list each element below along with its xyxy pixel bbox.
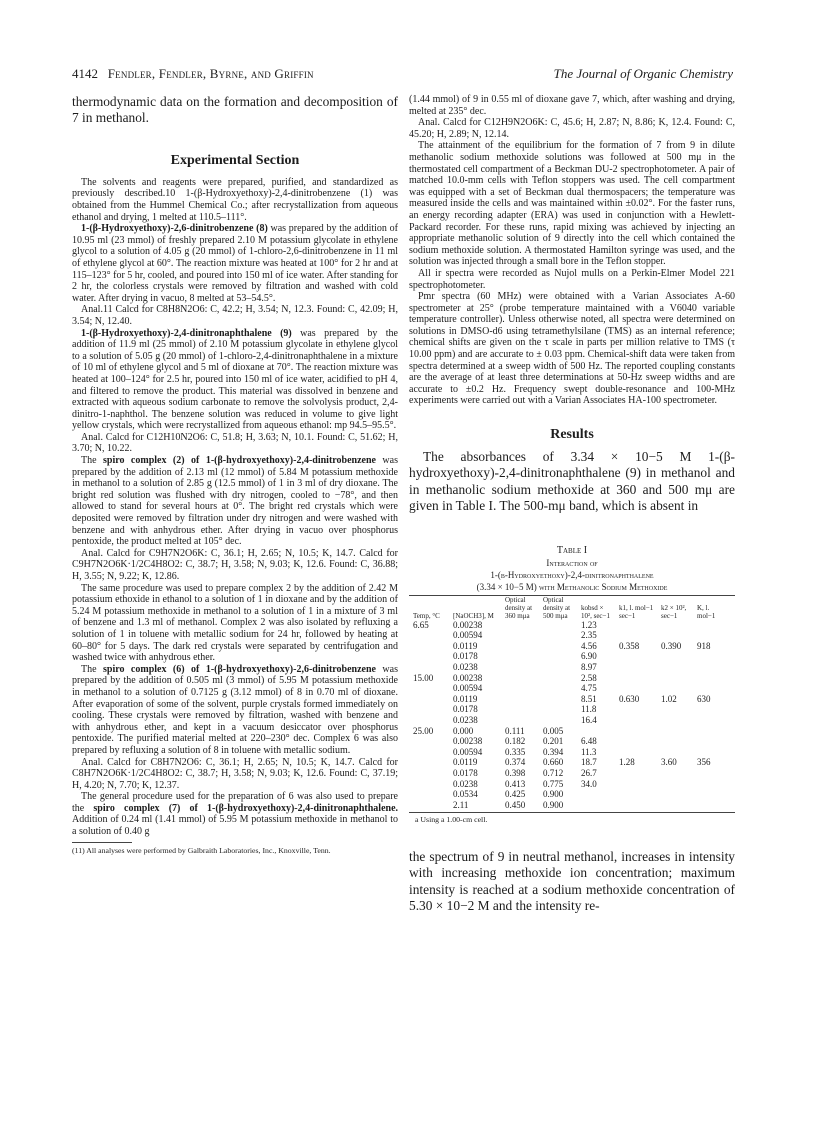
table-body <box>411 620 729 811</box>
table-cell <box>503 662 541 673</box>
table-row <box>411 736 729 747</box>
column-header: [NaOCH3], M <box>453 611 494 620</box>
table-cell: 26.7 <box>581 767 597 778</box>
intro-paragraph: thermodynamic data on the formation and decomposition of 7 in methanol. <box>72 94 398 126</box>
section-title-experimental: Experimental Section <box>170 152 300 168</box>
table-cell <box>695 715 729 726</box>
paragraph <box>72 455 398 548</box>
table-cell: 18.7 <box>581 757 597 768</box>
table-cell <box>617 715 659 726</box>
table-cell: 25.00 <box>413 725 434 736</box>
table-cell: 0.0119 <box>453 693 478 704</box>
table-cell: 34.0 <box>581 778 597 789</box>
table-cell <box>695 768 729 779</box>
paragraph-text: was prepared by the addition of 2.13 ml (12 mmol) of 5.84 M potassium methoxide in methanol to a solution of 2.85 g (12.5 mmol) of 1 in 3 ml of dry dioxane. The bright red solution was flushed with dry nitrogen, cooled to −78°, and then allowed to stand for several hours at 0°. The bright red crystals which were deposited were removed by filtration under dry nitrogen and were washed with benzene and with anhydrous ether. After drying in vacuo over phosphorus pentoxide, the product melted at 105° dec. <box>72 455 398 548</box>
section-title-results: Results <box>550 427 594 443</box>
paragraph <box>72 791 398 837</box>
table-cell: 6.90 <box>581 651 597 662</box>
table-cell <box>503 673 541 684</box>
paragraph: The same procedure was used to prepare complex 2 by the addition of 2.42 M potassium ethoxide in ethanol to a solution of 1 in dioxane and by the addition of 5.24 M potassium methoxide in methanol to a solution of 1 in a mixture of 3 ml of benzene and 1.3 ml of methanol. Complex 2 was also isolated by refluxing a solution of 1 in toluene with metallic sodium for 24 hr, followed by heating at 60–80° for 5 days. The dark red crystals were separated by centrifugation and washed twice with anhydrous ether. <box>72 582 398 664</box>
table-cell <box>695 651 729 662</box>
table-cell <box>579 726 617 737</box>
table-cell: 1.23 <box>581 619 597 630</box>
table-cell: 2.58 <box>581 672 597 683</box>
table-cell <box>659 620 695 631</box>
table-cell <box>617 736 659 747</box>
table-i <box>409 545 735 825</box>
table-cell <box>411 651 451 662</box>
table-cell: 0.335 <box>505 746 526 757</box>
table-cell: 0.000 <box>453 725 474 736</box>
table-cell <box>695 673 729 684</box>
column-header: kobsd × 10², sec−1 <box>581 603 610 620</box>
table-cell <box>411 800 451 811</box>
table-cell <box>659 768 695 779</box>
table-cell <box>579 789 617 800</box>
table-cell <box>503 620 541 631</box>
table-cell <box>411 630 451 641</box>
table-cell: 6.48 <box>581 736 597 747</box>
analysis-line: Anal. Calcd for C12H10N2O6: C, 51.8; H, 3.63; N, 10.1. Found: C, 51.62; H, 3.70; N, 10.22. <box>72 431 398 455</box>
table-cell: 0.900 <box>543 789 564 800</box>
paragraph: Pmr spectra (60 MHz) were obtained with a Varian Associates A-60 spectrometer at 25° (probe temperature maintained with a V6040 variable temperature controller). Unless otherwise noted, all spectra were determined on solutions in DMSO-d6 using tetramethylsilane (TMS) as an internal reference; chemical shifts are given on the τ scale in parts per million relative to TMS (τ 10.00 ppm) and are accurate to ± 0.03 ppm. Chemical-shift data were taken from spectra determined at a sweep width of 500 Hz. The reported coupling constants are the average of at least three determinations at 50-Hz sweep widths and are accurate to ±0.2 Hz. Frequency swept double-resonance and 100-MHz experiments were carried out with a Varian Associates HA-100 spectrometer. <box>409 291 735 407</box>
table-cell <box>503 715 541 726</box>
table-cell <box>659 704 695 715</box>
table-cell: 0.413 <box>505 778 526 789</box>
table-cell: 0.630 <box>619 693 640 704</box>
table-cell: 11.3 <box>581 746 597 757</box>
table-cell <box>411 779 451 790</box>
table-cell <box>541 694 579 705</box>
table-cell <box>695 662 729 673</box>
table-cell <box>695 704 729 715</box>
table-cell <box>541 651 579 662</box>
table-cell <box>695 747 729 758</box>
table-cell: 1.28 <box>619 757 635 768</box>
table-header-row <box>411 596 729 620</box>
table-cell <box>503 704 541 715</box>
compound-heading: spiro complex (2) of 1-(β-hydroxyethoxy)-2,4-dinitrobenzene <box>103 455 376 467</box>
table-row <box>411 726 729 737</box>
compound-heading: spiro complex (6) of 1-(β-hydroxyethoxy)-2,6-dinitrobenzene <box>103 663 376 675</box>
table-cell: 0.00594 <box>453 683 483 694</box>
analysis-line: Anal. Calcd for C8H7N2O6: C, 36.1; H, 2.65; N, 10.5; K, 14.7. Calcd for C8H7N2O6K·1/2C4H8O2: C, 38.7; H, 3.58; N, 9.03; K, 12.6. Found: C, 37.19; H, 4.20; N, 7.70; K, 12.37. <box>72 756 398 791</box>
table-cell <box>659 673 695 684</box>
table-cell <box>411 641 451 652</box>
table-cell <box>411 715 451 726</box>
table-cell: 0.390 <box>661 640 682 651</box>
table-cell <box>659 747 695 758</box>
table-cell <box>411 662 451 673</box>
table-cell: 6.65 <box>413 619 429 630</box>
paragraph-text: The <box>81 455 103 467</box>
table-cell: 0.0178 <box>453 651 478 662</box>
table-cell <box>541 630 579 641</box>
table-title-line: (3.34 × 10−5 M) with Methanolic Sodium Methoxide <box>476 581 668 592</box>
table-cell: 3.60 <box>661 757 677 768</box>
table-cell <box>617 673 659 684</box>
table-cell <box>695 789 729 800</box>
table-cell: 0.00238 <box>453 736 483 747</box>
table-cell <box>503 683 541 694</box>
table-cell <box>659 779 695 790</box>
table-cell: 0.00238 <box>453 619 483 630</box>
table-row <box>411 747 729 758</box>
table-title-line: Interaction of <box>546 557 598 568</box>
table-row <box>411 789 729 800</box>
page-number: 4142 <box>72 66 98 81</box>
table-cell <box>617 704 659 715</box>
table-cell: 0.201 <box>543 736 564 747</box>
table-cell: 0.0238 <box>453 715 478 725</box>
table-cell: 356 <box>697 757 711 768</box>
paragraph: The attainment of the equilibrium for the formation of 7 from 9 in dilute methanolic sodium methoxide solutions was followed at 500 mμ in the thermostated cell compartment of a Beckman DU-2 spectrophotometer. A pair of matched 10.0-mm cells with Teflon stoppers was used. The cell compartment was equipped with a set of Beckman dual thermospacers; the temperature was measured inside the cells and was maintained within ±0.02°. For the faster runs, an energy recording adapter (ERA) was used in conjunction with a Hewlett-Packard recorder. For these runs, rapid mixing was achieved by injecting an appropriate methanolic solution of 9 directly into the cell which contained the sodium methoxide solution. A thermostated Hamilton syringe was used, and the solution was injected through a small bore in the Teflon stopper. <box>409 140 735 268</box>
table-row <box>411 800 729 811</box>
table-cell <box>659 683 695 694</box>
table-cell: 0.0238 <box>453 778 478 789</box>
table-cell <box>617 662 659 673</box>
table-cell: 4.75 <box>581 683 597 694</box>
table-cell <box>541 641 579 652</box>
table-cell: 0.0238 <box>453 662 478 673</box>
table-cell <box>541 620 579 631</box>
left-column <box>72 94 398 855</box>
table-cell: 0.450 <box>505 799 526 810</box>
table-cell: 11.8 <box>581 704 597 715</box>
table-cell: 0.00594 <box>453 630 483 641</box>
table-cell <box>617 620 659 631</box>
table-cell: 0.425 <box>505 789 526 800</box>
table-cell <box>541 683 579 694</box>
table-cell <box>695 630 729 641</box>
table-cell: 0.00594 <box>453 746 483 757</box>
table-cell: 2.35 <box>581 630 597 641</box>
table-cell <box>617 630 659 641</box>
paragraph: The solvents and reagents were prepared, purified, and standardized as previously described.10 1-(β-Hydroxyethoxy)-2,4-dinitrobenzene (1) was obtained from the Hummel Chemical Co.; after recrystallization from aqueous ethanol and drying, 1 melted at 110.5–111°. <box>72 176 398 223</box>
results-paragraph: The absorbances of 3.34 × 10−5 M 1-(β-hydroxyethoxy)-2,4-dinitronaphthalene (9) in methanol and in methanolic sodium methoxide at 360 and 500 mμ are given in Table I. The 500-mμ band, which is absent in <box>409 449 735 514</box>
table-cell <box>503 694 541 705</box>
table-cell <box>617 789 659 800</box>
analysis-line: Anal.11 Calcd for C8H8N2O6: C, 42.2; H, 3.54; N, 12.3. Found: C, 42.09; H, 3.54; N, 12.40. <box>72 304 398 327</box>
table-cell <box>579 800 617 811</box>
table-cell: 16.4 <box>581 715 597 725</box>
table-row <box>411 673 729 684</box>
table-cell: 0.775 <box>543 778 564 789</box>
table-cell: 0.00238 <box>453 672 483 683</box>
table-row <box>411 620 729 631</box>
paragraph-text: was prepared by the addition of 11.9 ml (25 mmol) of 2.10 M potassium glycolate in ethylene glycol to a solution of 5.05 g (20 mmol) of 1-chloro-2,4-dinitronaphthalene in a mixture of 10 ml of ethylene glycol and 5 ml of dioxane at 70°. The reaction mixture was heated at 100–124° for 2.5 hr, poured into 150 ml of ice water, acidified to pH 4, and filtered to remove the product. This material was dissolved in benzene and extracted with aqueous sodium carbonate to remove the solvolysis product, 2,4-dinitro-1-naphthol. The benzene solution was reduced in volume to give light yellow crystals, which were recrystallized from aqueous ethanol: mp 94.5–95.5°. <box>72 327 399 432</box>
table-footnote: a Using a 1.00-cm cell. <box>415 815 488 825</box>
table-cell <box>659 662 695 673</box>
table-cell <box>695 779 729 790</box>
column-header: Temp, °C <box>413 611 440 620</box>
table-cell <box>503 651 541 662</box>
table-cell <box>411 694 451 705</box>
paragraph-text: was prepared by the addition of 10.95 ml (23 mmol) of freshly prepared 2.10 M potassium glycolate in ethylene glycol to a solution of 4.05 g (20 mmol) of 1-chloro-2,6-dinitrobenzene in 11 ml of ethylene glycol at 60°. The reaction mixture was heated at 100° for 2 hr and at 115–123° for 5 hr, cooled, and poured into 150 ml of ice water. After standing for 2 hr, the colorless crystals were removed by filtration and washed with cold water. After drying in vacuo, 8 melted at 53–54.5°. <box>72 223 398 304</box>
footnote-rule <box>72 842 132 843</box>
table-cell <box>541 715 579 726</box>
table-cell: 918 <box>697 640 711 651</box>
table-cell <box>541 704 579 715</box>
table-cell <box>617 651 659 662</box>
table-cell: 15.00 <box>413 672 434 683</box>
table-cell <box>411 789 451 800</box>
table-cell: 0.0534 <box>453 789 478 800</box>
table-cell: 8.97 <box>581 662 597 673</box>
table-cell <box>617 683 659 694</box>
table-cell <box>503 641 541 652</box>
table-cell: 630 <box>697 693 711 704</box>
paragraph <box>72 328 398 432</box>
paragraph <box>72 664 398 757</box>
table-row <box>411 779 729 790</box>
table-cell <box>659 800 695 811</box>
table-cell <box>411 704 451 715</box>
paragraph <box>72 223 398 304</box>
running-header-left <box>72 66 314 82</box>
table-bottom-rule <box>409 812 735 813</box>
paragraph-text: Addition of 0.24 ml (1.41 mmol) of 5.95 M potassium methoxide in methanol to a solution of 0.40 g <box>72 814 398 838</box>
table-label: Table I <box>556 544 588 556</box>
table-row <box>411 704 729 715</box>
table-cell: 0.005 <box>543 725 564 736</box>
table-cell: 8.51 <box>581 693 597 704</box>
table-cell: 2.11 <box>453 799 469 810</box>
table-row <box>411 630 729 641</box>
table-cell <box>411 683 451 694</box>
table-cell <box>503 630 541 641</box>
analysis-line: Anal. Calcd for C9H7N2O6K: C, 36.1; H, 2.65; N, 10.5; K, 14.7. Calcd for C9H7N2O6K·1/2C4H8O2: C, 38.7; H, 3.58; N, 9.03; K, 12.6. Found: C, 36.88; H, 3.55; N, 9.22; K, 12.86. <box>72 547 398 582</box>
table-row <box>411 641 729 652</box>
right-column <box>409 94 735 914</box>
table-cell <box>659 630 695 641</box>
column-header: Optical density at 360 mμa <box>505 595 533 620</box>
analysis-line: Anal. Calcd for C12H9N2O6K: C, 45.6; H, 2.87; N, 8.86; K, 12.4. Found: C, 45.20; H, 2.89; N, 12.14. <box>409 117 735 140</box>
paragraph-text: The general procedure used for the preparation of 6 was also used to prepare the <box>72 791 398 814</box>
header-journal: The Journal of Organic Chemistry <box>553 66 733 81</box>
table-cell: 0.0119 <box>453 640 478 651</box>
column-header: K, l. mol−1 <box>697 603 716 620</box>
table-cell <box>659 789 695 800</box>
paragraph: All ir spectra were recorded as Nujol mulls on a Perkin-Elmer Model 221 spectrophotometer. <box>409 267 735 291</box>
table-cell <box>541 662 579 673</box>
table-cell <box>617 779 659 790</box>
table-cell: 0.358 <box>619 640 640 651</box>
table-cell: 0.111 <box>505 725 525 736</box>
table-row <box>411 757 729 768</box>
column-header: k2 × 10², sec−1 <box>661 603 687 620</box>
table-cell: 1.02 <box>661 693 677 704</box>
data-table <box>411 596 729 811</box>
table-cell <box>695 620 729 631</box>
table-cell <box>411 736 451 747</box>
table-row <box>411 662 729 673</box>
table-cell: 0.398 <box>505 767 526 778</box>
results-paragraph: the spectrum of 9 in neutral methanol, increases in intensity with increasing methoxide ion concentration; maximum intensity is reached at a sodium methoxide concentration of 5.30 × 10−2 M and the intensity re- <box>409 848 735 914</box>
paragraph-text: was prepared by the addition of 0.505 ml (3 mmol) of 5.95 M potassium methoxide in methanol to a solution of 0.7125 g (3.12 mmol) of 8 in 0.70 ml of dioxane. After evaporation of some of the solvent, purple crystals formed immediately on cooling. These crystals were removed by filtration, washed with benzene and with anhydrous ether, and kept in a vacuum desiccator over phosphorus pentoxide. The purified material melted at 220–230° dec. Complex 6 was also prepared by refluxing a solution of 8 in toluene with metallic sodium. <box>72 663 398 756</box>
paragraph-text: The <box>81 663 103 675</box>
paragraph: (1.44 mmol) of 9 in 0.55 ml of dioxane gave 7, which, after washing and drying, melted at 235° dec. <box>409 94 735 117</box>
table-cell <box>659 651 695 662</box>
table-cell <box>695 726 729 737</box>
table-cell <box>617 800 659 811</box>
table-cell <box>541 673 579 684</box>
table-cell <box>659 726 695 737</box>
table-cell <box>695 800 729 811</box>
table-cell <box>617 747 659 758</box>
table-cell: 0.374 <box>505 757 526 768</box>
table-cell: 0.0178 <box>453 704 478 715</box>
table-cell: 4.56 <box>581 640 597 651</box>
table-cell <box>411 757 451 768</box>
table-cell: 0.712 <box>543 767 564 778</box>
table-cell <box>617 768 659 779</box>
table-cell: 0.394 <box>543 746 564 757</box>
table-cell <box>659 736 695 747</box>
table-cell <box>411 747 451 758</box>
table-cell <box>695 736 729 747</box>
table-cell <box>695 683 729 694</box>
table-cell: 0.900 <box>543 799 564 810</box>
header-authors: Fendler, Fendler, Byrne, and Griffin <box>107 66 314 81</box>
table-cell <box>617 726 659 737</box>
table-row <box>411 694 729 705</box>
table-cell <box>411 768 451 779</box>
table-cell: 0.0119 <box>453 757 478 768</box>
table-row <box>411 768 729 779</box>
column-header: Optical density at 500 mμa <box>543 595 571 620</box>
table-caption <box>409 545 735 593</box>
table-title-line: 1-(β-Hydroxyethoxy)-2,4-dinitronaphthalene <box>490 569 654 580</box>
compound-heading: spiro complex (7) of 1-(β-hydroxyethoxy)-2,4-dinitronaphthalene. <box>93 802 399 814</box>
table-cell: 0.0178 <box>453 767 478 778</box>
compound-heading: 1-(β-Hydroxyethoxy)-2,6-dinitrobenzene (8) <box>81 223 268 235</box>
table-cell <box>659 715 695 726</box>
table-cell: 0.660 <box>543 757 564 768</box>
column-header: k1, l. mol−1 sec−1 <box>619 603 654 620</box>
table-row <box>411 651 729 662</box>
table-row <box>411 683 729 694</box>
footnote: (11) All analyses were performed by Galbraith Laboratories, Inc., Knoxville, Tenn. <box>72 845 331 855</box>
compound-heading: 1-(β-Hydroxyethoxy)-2,4-dinitronaphthalene (9) <box>81 327 292 339</box>
table-row <box>411 715 729 726</box>
table-cell: 0.182 <box>505 736 526 747</box>
